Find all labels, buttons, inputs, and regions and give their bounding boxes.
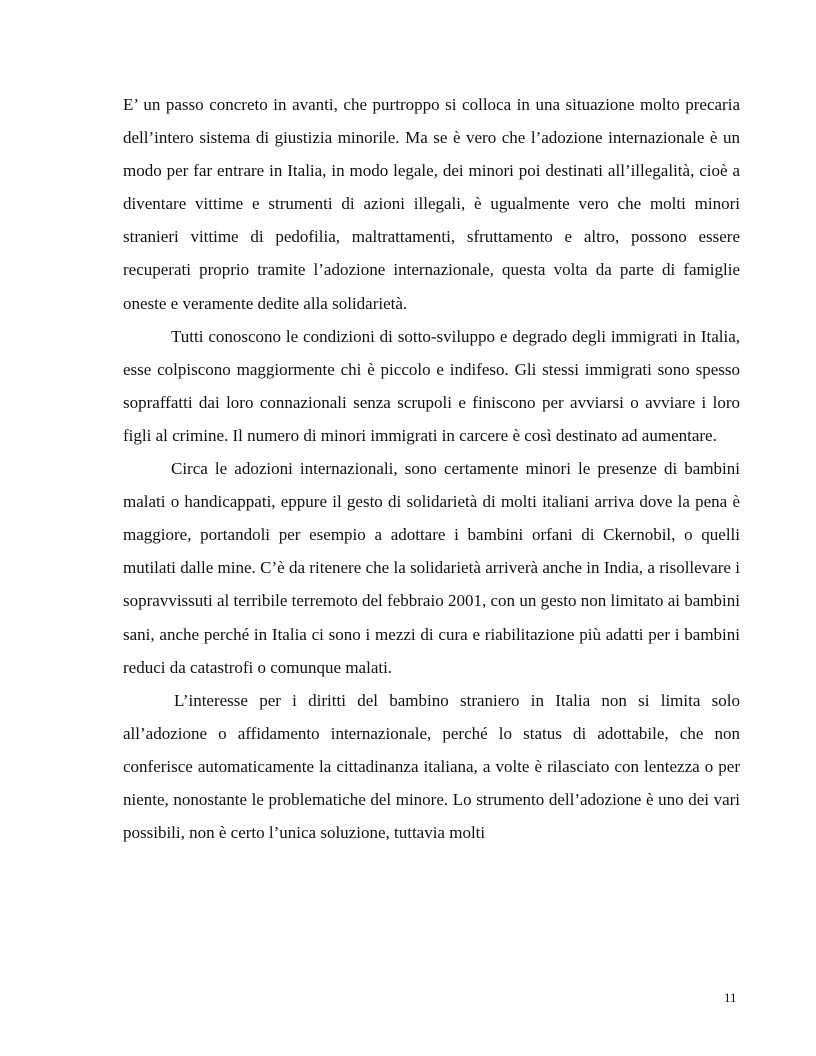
paragraph-2: Tutti conoscono le condizioni di sotto-sviluppo e degrado degli immigrati in Italia, esse colpiscono maggiormente chi è piccolo e indifeso. Gli stessi immigrati sono spesso sopraffatti dai loro connazionali senza scrupoli e finiscono per avviarsi o avviare i loro figli al crimine. Il numero di minori immigrati in carcere è così destinato ad aumentare.	[123, 326, 740, 445]
paragraph-4: L’interesse per i diritti del bambino straniero in Italia non si limita solo all’adozione o affidamento internazionale, perché lo status di adottabile, che non conferisce automaticamente la cittadinanza italiana, a volte è rilasciato con lentezza o per niente, nonostante le problematiche del minore. Lo strumento dell’adozione è uno dei vari possibili, non è certo l’unica soluzione, tuttavia molti	[123, 690, 740, 843]
paragraph-3: Circa le adozioni internazionali, sono certamente minori le presenze di bambini malati o handicappati, eppure il gesto di solidarietà di molti italiani arriva dove la pena è maggiore, portandoli per esempio a adottare i bambini orfani di Ckernobil, o quelli mutilati dalle mine. C’è da ritenere che la solidarietà arriverà anche in India, a risollevare i sopravvissuti al terribile terremoto del febbraio 2001, con un gesto non limitato ai bambini sani, anche perché in Italia ci sono i mezzi di cura e riabilitazione più adatti per i bambini reduci da catastrofi o comunque malati.	[123, 459, 740, 677]
page-number: 11	[724, 990, 737, 1005]
document-body	[123, 88, 740, 849]
paragraph-1: E’ un passo concreto in avanti, che purtroppo si colloca in una situazione molto precaria dell’intero sistema di giustizia minorile. Ma se è vero che l’adozione internazionale è un modo per far entrare in Italia, in modo legale, dei minori poi destinati all’illegalità, cioè a diventare vittime e strumenti di azioni illegali, è ugualmente vero che molti minori stranieri vittime di pedofilia, maltrattamenti, sfruttamento e altro, possono essere recuperati proprio tramite l’adozione internazionale, questa volta da parte di famiglie oneste e veramente dedite alla solidarietà.	[123, 95, 740, 313]
